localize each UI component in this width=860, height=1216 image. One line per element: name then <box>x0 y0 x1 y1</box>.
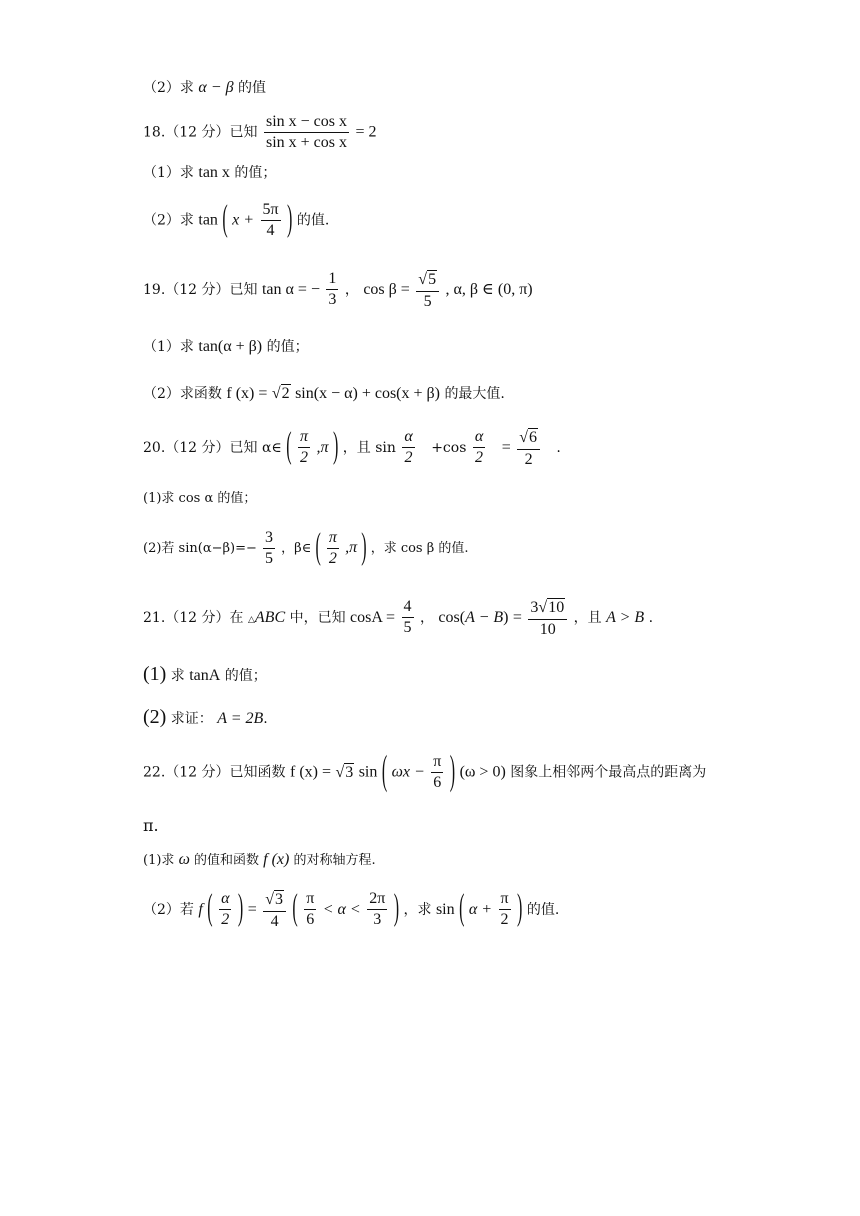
q21-abc: ABC <box>254 608 286 626</box>
q22-radicand: 3 <box>345 763 354 781</box>
q19-p2-tail: 的最大值. <box>444 386 505 402</box>
q22-f: f (x) = <box>289 763 331 781</box>
q22-p1-tail: 的对称轴方程. <box>293 853 376 868</box>
q17-part2-expr: α − β <box>198 79 234 96</box>
q22-inner-den: 6 <box>433 774 442 791</box>
q22-p2-rparen1: ) <box>237 889 244 929</box>
q20-part2 <box>143 527 469 567</box>
q19-cos-den: 5 <box>423 292 432 310</box>
q21-cosA-num: 4 <box>402 599 414 618</box>
q20-p2-mid: ，β∈ <box>281 541 312 556</box>
q20-p2-int-num: π <box>327 530 339 549</box>
q18-part1 <box>143 165 276 181</box>
q22-p2-eq: = <box>247 900 257 918</box>
q19-p1-tail: 的值； <box>266 339 309 355</box>
q20-p1-text: (1)求 cos α 的值； <box>143 491 257 506</box>
q20-p2-den: 5 <box>265 550 274 567</box>
q22-p2-c1-num: π <box>304 891 316 910</box>
q22-p2-rparen3: ) <box>517 889 523 929</box>
q20-int-num: π <box>298 429 310 448</box>
q19-cos-lhs: cos β = <box>363 280 410 298</box>
q21-cosA: cosA = <box>350 608 396 626</box>
q21-mid: 中，已知 <box>289 609 346 626</box>
q22-cond: (ω > 0) <box>459 763 506 781</box>
q22-root: √3 <box>335 763 354 781</box>
q19-p2-root: √2 <box>271 385 290 402</box>
q20-part1 <box>143 492 256 505</box>
q21-cosAB-inner: A − B <box>465 608 504 626</box>
q18-p2-rparen: ) <box>287 199 293 239</box>
q22-p2-c-mid: < α < <box>322 900 361 918</box>
q20-plus: +cos <box>431 439 467 456</box>
q21-p1-expr: tanA <box>189 667 221 684</box>
q22-p2-fa-num: α <box>219 891 231 910</box>
q19-domain: , α, β ∈ (0, π) <box>445 280 533 298</box>
triangle-icon: △ <box>247 614 255 625</box>
q22-fraction <box>431 754 443 791</box>
q18-denominator: sin x + cos x <box>265 134 348 151</box>
q22-p2-fa-den: 2 <box>221 911 230 929</box>
q20-p2-rparen: ) <box>361 527 367 567</box>
q18-p2-tail: 的值. <box>296 212 330 229</box>
q21-eq: = <box>512 608 522 626</box>
q20-p2-label: (2)若 sin(α−β)=− <box>143 541 257 556</box>
q19-tan-fraction <box>326 271 338 308</box>
q17-part2-label: （2）求 <box>143 80 194 96</box>
q22-stem <box>143 749 707 794</box>
q22-p1-label: (1)求 <box>143 853 175 868</box>
q22-p2-s-num: π <box>499 891 511 910</box>
q22-p2-s-fraction <box>499 891 511 928</box>
q20-p2-fraction <box>263 530 275 567</box>
q19-part1 <box>143 339 309 355</box>
q21-tail: ，且 <box>573 609 602 626</box>
q18-p2-num: 5π <box>261 202 281 221</box>
q21-p1-text: 求 <box>170 668 185 684</box>
q21-stem: 21.（12 分）在 △ABC 中，已知 cosA = $\frac{4}{5}$ ， cos(A − B) = $\frac{3√10}{10}$ ，且 A > B . <box>143 598 654 638</box>
q19-stem <box>143 270 533 310</box>
q22-p2-c2-fraction <box>367 891 387 928</box>
q19-tan-num: 1 <box>326 271 338 290</box>
q20-int-tail: ,π <box>316 438 329 456</box>
q18-p2-label: （2）求 <box>143 212 194 229</box>
q22-p2-s-a: α + <box>468 900 493 918</box>
q22-wrap <box>143 818 159 834</box>
q20-int-fraction <box>298 429 310 466</box>
q22-p2-fa-fraction <box>219 891 231 928</box>
q22-p2-r-den: 4 <box>270 912 279 930</box>
q22-p2-mid: ，求 <box>403 901 432 918</box>
q22-p1-f: f (x) <box>263 851 290 868</box>
q20-r-den: 2 <box>524 450 533 468</box>
q20-b-num: α <box>473 429 485 448</box>
q19-p2-radicand: 2 <box>281 385 290 402</box>
q18-p2-fn: tan <box>198 211 218 229</box>
q21-part2 <box>143 707 268 727</box>
q21-p1-tail: 的值； <box>224 668 267 684</box>
q19-p2-f: f (x) = <box>226 385 268 402</box>
q22-p2-f: f <box>198 900 203 918</box>
q20-rparen: ) <box>332 427 339 467</box>
q22-p2-s-den: 2 <box>500 911 509 929</box>
q22-p2-sin: sin <box>435 900 455 918</box>
q19-sep: ， <box>344 281 359 298</box>
q21-cond: A > B <box>606 608 645 626</box>
q20-a-fraction <box>402 429 414 466</box>
q19-p1-expr: tan(α + β) <box>198 338 263 355</box>
q22-inner-num: π <box>431 754 443 773</box>
q22-inner: ωx − <box>391 763 425 781</box>
q20-head: 20.（12 分）已知 α∈ <box>143 439 282 456</box>
q18-p2-lparen: ( <box>222 199 228 239</box>
q19-cos-fraction <box>416 270 439 310</box>
q18-fraction <box>264 114 349 151</box>
q22-part1 <box>143 852 376 868</box>
q20-a-den: 2 <box>404 449 413 467</box>
q19-tan-den: 3 <box>328 291 337 309</box>
q22-p2-r-fraction <box>263 890 286 930</box>
q21-cosA-fraction <box>402 599 414 636</box>
q18-p1-tail: 的值； <box>234 165 277 181</box>
q21-r-den: 10 <box>539 620 556 638</box>
q22-p2-c1-fraction <box>304 891 316 928</box>
q21-p2-end: . <box>263 711 268 727</box>
q22-p2-lparen2: ( <box>292 889 298 929</box>
q18-numerator: sin x − cos x <box>264 114 349 133</box>
q20-r-fraction <box>517 428 540 468</box>
q21-head: 21.（12 分）在 <box>143 609 244 626</box>
q20-r-radicand: 6 <box>528 429 537 446</box>
q18-stem <box>143 114 377 151</box>
q22-p2-r-num: √3 <box>263 890 286 912</box>
q18-p2-den: 4 <box>266 222 275 239</box>
q19-p1-label: （1）求 <box>143 339 194 355</box>
q20-p2-int-fraction <box>327 530 339 567</box>
q21-r-coef: 3 <box>530 599 539 616</box>
q20-lparen: ( <box>286 427 292 467</box>
q22-rparen: ) <box>449 749 456 794</box>
q20-a-num: α <box>402 429 414 448</box>
q22-p1-mid: 的值和函数 <box>194 853 260 868</box>
q22-p2-rparen2: ) <box>393 889 400 929</box>
q18-rhs: = 2 <box>355 123 377 141</box>
q21-part1 <box>143 664 267 684</box>
q20-r-num: √6 <box>517 428 540 450</box>
q20-p2-int-tail: ,π <box>345 539 358 556</box>
q20-p2-lparen: ( <box>315 527 321 567</box>
q22-p1-omega: ω <box>178 851 190 868</box>
q18-head: 18.（12 分）已知 <box>143 124 258 141</box>
q22-wrap-text: π. <box>143 816 159 835</box>
q20-mid: ，且 sin <box>342 439 396 456</box>
q22-p2-lparen1: ( <box>207 889 213 929</box>
q17-part2-tail: 的值 <box>238 80 266 96</box>
q17-part2 <box>143 80 266 96</box>
q21-end: . <box>648 609 654 626</box>
q20-int-den: 2 <box>300 449 309 467</box>
q22-p2-tail: 的值. <box>526 901 560 918</box>
q20-end: . <box>556 439 561 456</box>
q20-b-den: 2 <box>475 449 484 467</box>
q21-sep: ， <box>419 609 434 626</box>
q18-p2-fraction <box>261 202 281 239</box>
q21-r-radicand: 10 <box>548 599 565 616</box>
q19-p2-label: （2）求函数 <box>143 386 222 402</box>
q22-lparen: ( <box>381 749 388 794</box>
q21-p2-text: 求证： <box>170 711 213 727</box>
q18-p1-label: （1）求 <box>143 165 194 181</box>
q19-part2 <box>143 384 505 403</box>
q21-r-fraction <box>528 598 567 638</box>
q18-p1-expr: tan x <box>198 164 230 181</box>
q19-cos-radicand: 5 <box>428 271 437 288</box>
q19-p2-expr: sin(x − α) + cos(x + β) <box>295 385 440 402</box>
q22-p2-lparen3: ( <box>459 889 465 929</box>
q22-tail: 图象上相邻两个最高点的距离为 <box>510 764 707 781</box>
q20-eq: = <box>501 438 511 456</box>
q22-p2-c1-den: 6 <box>306 911 315 929</box>
q21-p2-expr: A = 2B <box>217 710 264 727</box>
q22-p2-c2-num: 2π <box>367 891 387 910</box>
q19-tan-lhs: tan α = − <box>261 280 320 298</box>
q21-p2-num: (2) <box>143 706 167 728</box>
q22-part2 <box>143 890 559 930</box>
q21-cosAB: cos <box>438 608 460 626</box>
q22-p2-r-radicand: 3 <box>274 891 283 908</box>
q18-part2 <box>143 199 330 239</box>
q22-head: 22.（12 分）已知函数 <box>143 764 286 781</box>
q20-p2-num: 3 <box>263 530 275 549</box>
q22-p2-label: （2）若 <box>143 901 194 918</box>
q21-p1-num: (1) <box>143 663 167 685</box>
q20-stem <box>143 428 561 468</box>
q21-r-num: 3√10 <box>528 598 567 620</box>
q20-b-fraction <box>473 429 485 466</box>
q20-p2-int-den: 2 <box>328 550 337 567</box>
q19-head: 19.（12 分）已知 <box>143 281 258 298</box>
q20-p2-tail: ，求 cos β 的值. <box>370 541 469 556</box>
q18-p2-x: x + <box>232 211 255 229</box>
q21-cosA-den: 5 <box>403 619 412 637</box>
q22-sin: sin <box>358 763 378 781</box>
q19-cos-num: √5 <box>416 270 439 292</box>
q22-p2-c2-den: 3 <box>373 911 382 929</box>
